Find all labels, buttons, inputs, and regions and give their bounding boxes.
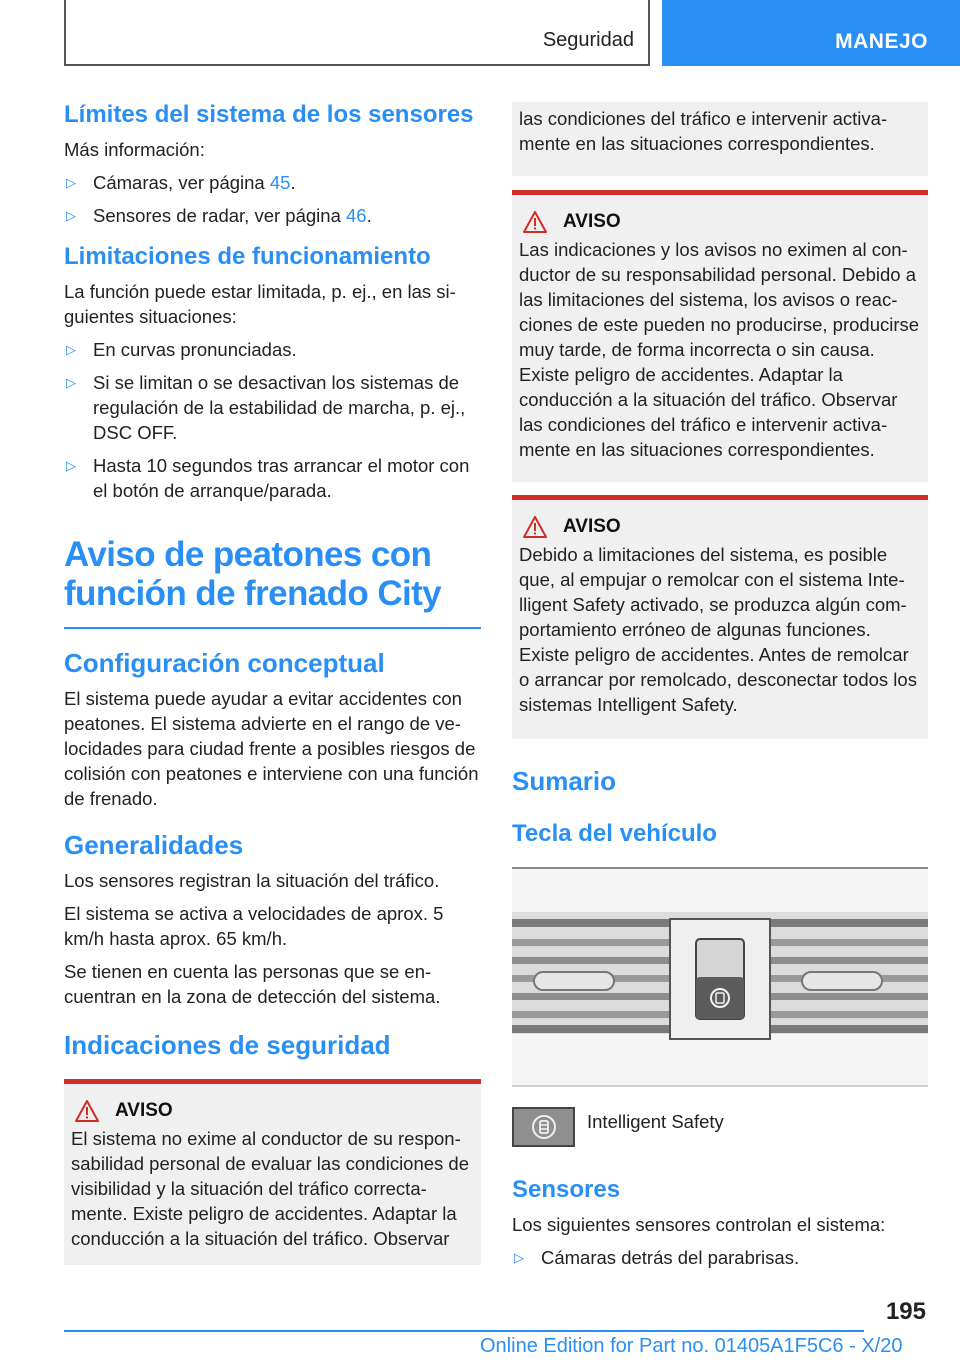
notice-header	[71, 1100, 474, 1122]
list-item	[64, 337, 481, 362]
section-title-sensor-limits: Límites del sistema de los sensores	[64, 101, 474, 128]
list-item	[64, 203, 481, 228]
list-item-text: Cámaras, ver página	[93, 172, 270, 193]
notice-label: AVISO	[115, 1100, 173, 1121]
section-title-vehicle-key: Tecla del vehículo	[512, 820, 717, 847]
list-item-text: Si se limitan o se desactivan los sistemas de regulación de la estabilidad de marcha, p. ej., DSC OFF.	[93, 372, 466, 443]
list-item	[64, 170, 481, 195]
page-number: 195	[885, 1298, 926, 1325]
list-item-tail: .	[366, 205, 372, 226]
page-link-46[interactable]: 46	[346, 205, 367, 226]
list-item	[512, 1245, 928, 1270]
notice-header	[519, 516, 921, 538]
warning-notice-2	[512, 190, 928, 482]
list-item-text: En curvas pronunciadas.	[93, 339, 297, 360]
triangle-bullet-icon: ▷	[66, 375, 76, 390]
warning-triangle-icon	[523, 516, 547, 538]
general-text-2: El sistema se activa a velocidades de aprox. 5 km/h hasta aprox. 65 km/h.	[64, 903, 444, 949]
list-item-text: Cámaras detrás del parabrisas.	[541, 1247, 800, 1268]
sensors-intro: Los siguientes sensores controlan el sistema:	[512, 1214, 886, 1235]
list-item	[64, 453, 481, 503]
intelligent-safety-icon	[512, 1107, 575, 1147]
section-title-function-limits: Limitaciones de funcionamiento	[64, 243, 431, 270]
warning-notice-1	[64, 1079, 481, 1265]
notice-header	[519, 211, 921, 233]
sensor-limits-intro: Más información:	[64, 139, 205, 160]
right-column	[512, 102, 928, 1284]
warning-notice-1-continued: las condiciones del tráfico e intervenir activamente en las situaciones correspondientes.	[512, 102, 928, 176]
warning-triangle-icon	[75, 1100, 99, 1122]
air-vent-illustration	[512, 867, 928, 1087]
warning-notice-3	[512, 495, 928, 739]
function-limits-list	[64, 337, 481, 503]
section-title-general: Generalidades	[64, 830, 244, 860]
notice-label: AVISO	[563, 211, 621, 232]
triangle-bullet-icon: ▷	[66, 208, 76, 223]
vehicle-button-photo	[512, 867, 928, 1087]
sensors-list	[512, 1245, 928, 1270]
left-column	[64, 100, 481, 1265]
key-legend-row	[512, 1107, 928, 1147]
key-legend-label: Intelligent Safety	[587, 1111, 724, 1132]
list-item-tail: .	[290, 172, 296, 193]
section-title-concept: Configuración conceptual	[64, 648, 385, 678]
section-title-sensors: Sensores	[512, 1176, 621, 1203]
concept-text: El sistema puede ayudar a evitar accidentes con peatones. El sistema advierte en el rango de velocidades para ciudad frente a posibles riesgos de colisión con peatones e interviene con una función de frenado.	[64, 688, 479, 809]
notice-text: Las indicaciones y los avisos no eximen al conductor de su responsabilidad personal. Debido a las limitaciones del sistema, los avisos o reacciones de este pueden no producirse, producirse muy tarde, de forma incorrecta o sin causa. Existe peligro de accidentes. Adaptar la conducción a la situación del tráfico. Observar las condiciones del tráfico e intervenir activamente en las situaciones correspondientes.	[519, 239, 920, 460]
triangle-bullet-icon: ▷	[66, 458, 76, 473]
general-text-1: Los sensores registran la situación del tráfico.	[64, 870, 440, 891]
list-item-text: Sensores de radar, ver página	[93, 205, 346, 226]
list-item-text: Hasta 10 segundos tras arrancar el motor con el botón de arranque/parada.	[93, 455, 470, 501]
header-tab-label: MANEJO	[835, 30, 928, 53]
header-tab[interactable]	[662, 0, 960, 66]
header-section-title: Seguridad	[542, 29, 634, 51]
triangle-bullet-icon: ▷	[514, 1250, 524, 1265]
notice-text: El sistema no exime al conductor de su responsabilidad personal de evaluar las condiciones de visibilidad y la situación del tráfico correctamente. Existe peligro de accidentes. Adaptar la conducción a la situación del tráfico. Observar	[71, 1128, 470, 1249]
triangle-bullet-icon: ▷	[66, 342, 76, 357]
sensor-limits-list	[64, 170, 481, 228]
chapter-title: Aviso de peatones con función de frenado City	[64, 535, 481, 629]
page-link-45[interactable]: 45	[269, 172, 291, 193]
general-text-3: Se tienen en cuenta las personas que se encuentran en la zona de detección del sistema.	[64, 961, 441, 1007]
triangle-bullet-icon: ▷	[66, 175, 76, 190]
list-item	[64, 370, 481, 445]
notice-text: Debido a limitaciones del sistema, es posible que, al empujar o remolcar con el sistema Intelligent Safety activado, se produzca algún comportamiento erróneo de algunas funciones. Existe peligro de accidentes. Antes de remolcar o arrancar por remolcado, desconectar todos los sistemas Intelligent Safety.	[519, 544, 917, 715]
footer-divider	[64, 1330, 864, 1332]
function-limits-intro: La función puede estar limitada, p. ej., en las siguientes situaciones:	[64, 281, 456, 327]
notice-label: AVISO	[563, 516, 621, 537]
section-title-safety: Indicaciones de seguridad	[64, 1030, 391, 1060]
header-bar	[64, 0, 650, 66]
footer-edition: Online Edition for Part no. 01405A1F5C6 - X/20	[480, 1335, 903, 1357]
warning-triangle-icon	[523, 211, 547, 233]
section-title-summary: Sumario	[512, 766, 617, 796]
